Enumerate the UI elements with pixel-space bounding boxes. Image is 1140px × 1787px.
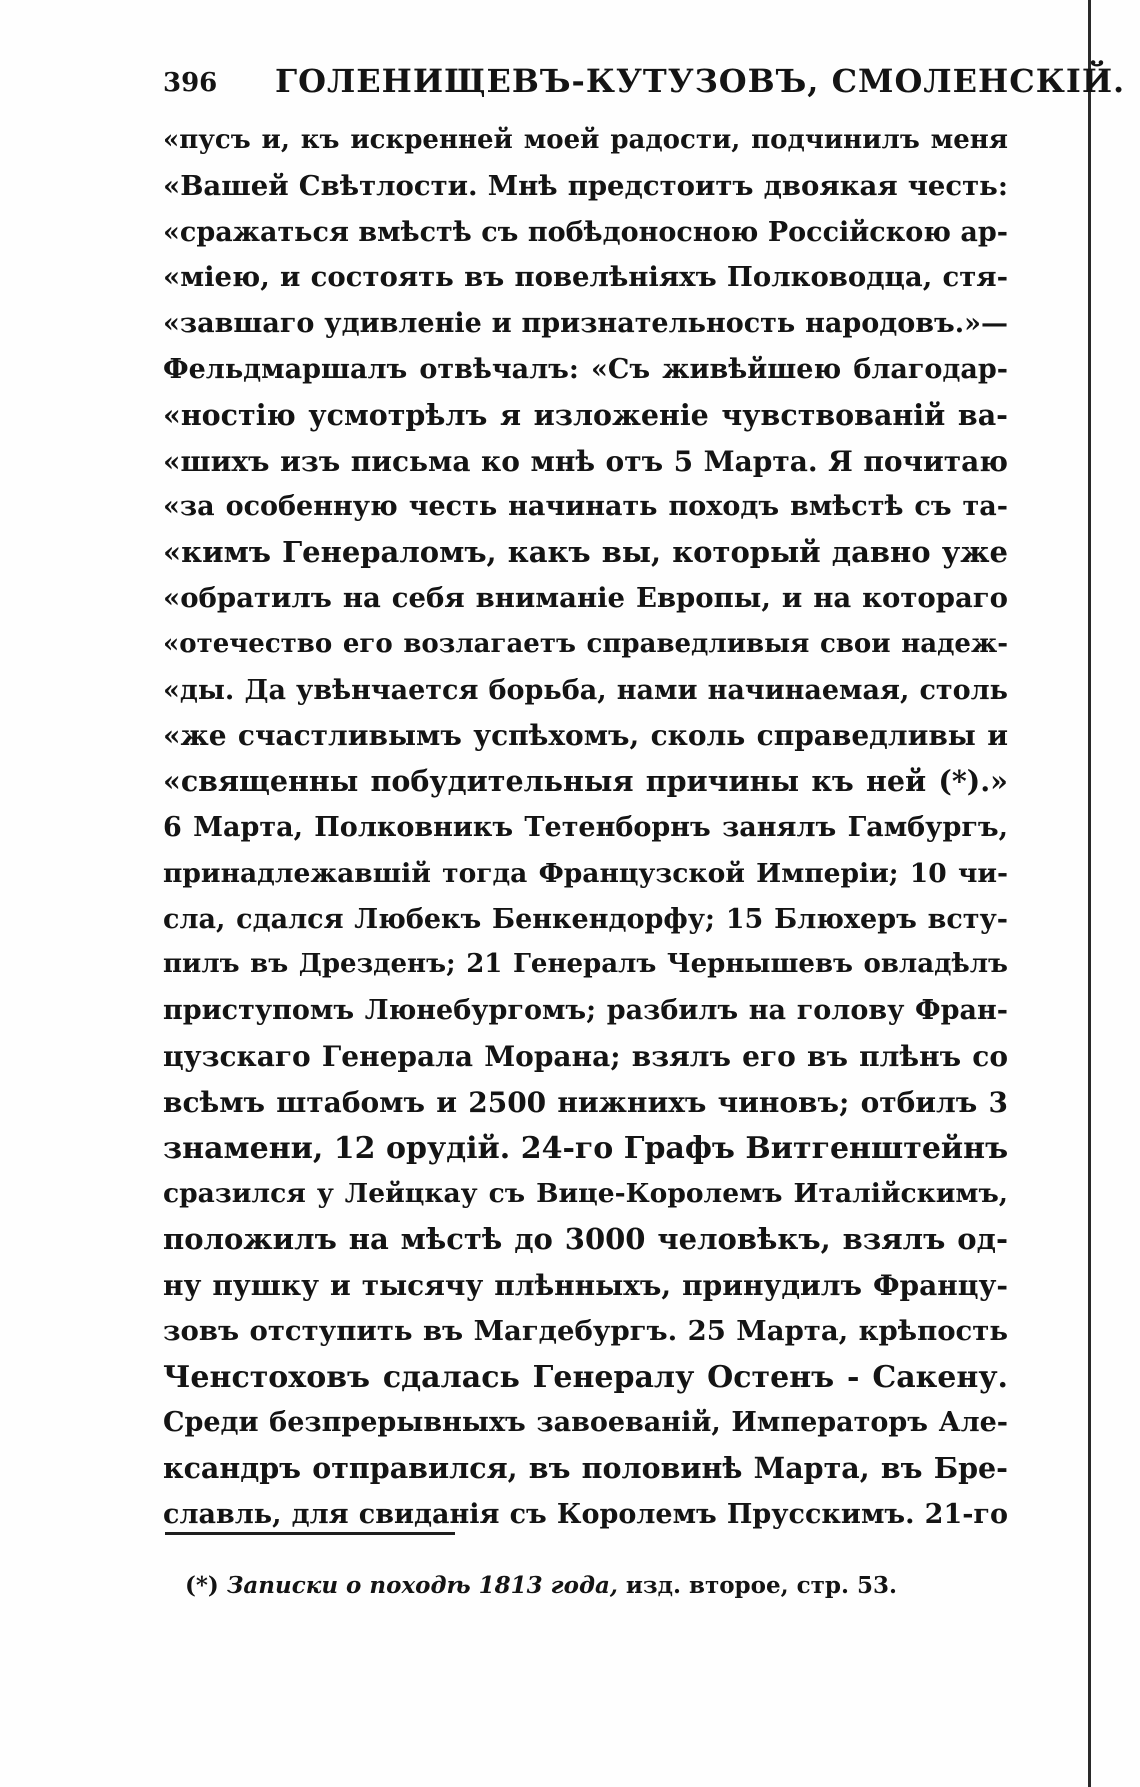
text-line: «священны побудительныя причины къ ней (*).» — [163, 764, 1008, 799]
text-line: «сражаться вмѣстѣ съ побѣдоносною Россійскою ар- — [163, 216, 1008, 248]
text-line: «міею, и состоять въ повелѣніяхъ Полководца, стя- — [163, 261, 1008, 294]
text-line: пилъ въ Дрезденъ; 21 Генералъ Чернышевъ овладѣлъ — [163, 949, 1008, 980]
footnote-marker: (*) — [185, 1572, 219, 1599]
text-line: всѣмъ штабомъ и 2500 нижнихъ чиновъ; отбилъ 3 — [163, 1085, 1008, 1119]
page-number: 396 — [163, 68, 218, 98]
footnote-title: Записки о походѣ 1813 года, — [226, 1572, 618, 1599]
text-line: «за особенную честь начинать походъ вмѣстѣ съ та- — [163, 491, 1008, 523]
text-line: «завшаго удивленіе и признательность народовъ.»— — [163, 308, 1008, 340]
text-line: «шихъ изъ письма ко мнѣ отъ 5 Марта. Я почитаю — [163, 444, 1008, 478]
text-line: приступомъ Люнебургомъ; разбилъ на голову Фран- — [163, 995, 1008, 1027]
text-line: ксандръ отправился, въ половинѣ Марта, въ Бре- — [163, 1451, 1008, 1486]
body-text — [163, 118, 1008, 1538]
text-line: «пусъ и, къ искренней моей радости, подчинилъ меня — [163, 125, 1008, 155]
page-header — [163, 56, 1126, 106]
text-line: 6 Марта, Полковникъ Тетенборнъ занялъ Гамбургъ, — [163, 811, 1008, 843]
text-line: ну пушку и тысячу плѣнныхъ, принудилъ Францу- — [163, 1268, 1008, 1302]
text-line: Ченстоховъ сдалась Генералу Остенъ - Сакену. — [163, 1359, 1008, 1395]
text-line: «обратилъ на себя вниманіе Европы, и на котораго — [163, 581, 1008, 614]
footnote-reference: изд. второе, стр. 53. — [625, 1572, 897, 1599]
text-line: Фельдмаршалъ отвѣчалъ: «Съ живѣйшею благодар- — [163, 353, 1008, 385]
text-line: «ды. Да увѣнчается борьба, нами начинаемая, столь — [163, 674, 1008, 706]
text-line: славль, для свиданія съ Королемъ Прусскимъ. 21-го — [163, 1498, 1008, 1530]
page-edge-line — [1088, 0, 1091, 1787]
text-line: «ностію усмотрѣлъ я изложеніе чувствованій ва- — [163, 397, 1008, 432]
text-line: зовъ отступить въ Магдебургъ. 25 Марта, крѣпость — [163, 1314, 1008, 1347]
text-line: «кимъ Генераломъ, какъ вы, который давно уже — [163, 535, 1008, 570]
text-line: положилъ на мѣстѣ до 3000 человѣкъ, взялъ од- — [163, 1222, 1008, 1257]
text-line: сла, сдался Любекъ Бенкендорфу; 15 Блюхеръ всту- — [163, 903, 1008, 935]
text-line: Среди безпрерывныхъ завоеваній, Императоръ Але- — [163, 1407, 1008, 1439]
footnote — [185, 1572, 945, 1599]
text-line: принадлежавшій тогда Французской Имперіи; 10 чи- — [163, 857, 1008, 889]
text-line: «же счастливымъ успѣхомъ, сколь справедливы и — [163, 719, 1008, 753]
text-line: цузскаго Генерала Морана; взялъ его въ плѣнъ со — [163, 1039, 1008, 1073]
footnote-divider — [165, 1532, 455, 1535]
text-line: «Вашей Свѣтлости. Мнѣ предстоитъ двоякая честь: — [163, 169, 1008, 202]
running-head: ГОЛЕНИЩЕВЪ-КУТУЗОВЪ, СМОЛЕНСКІЙ. — [275, 62, 1126, 100]
text-line: сразился у Лейцкау съ Вице-Королемъ Италійскимъ, — [163, 1178, 1008, 1210]
text-line: знамени, 12 орудій. 24-го Графъ Витгенштейнъ — [163, 1130, 1009, 1166]
text-line: «отечество его возлагаетъ справедливыя свои надеж- — [163, 628, 1008, 659]
